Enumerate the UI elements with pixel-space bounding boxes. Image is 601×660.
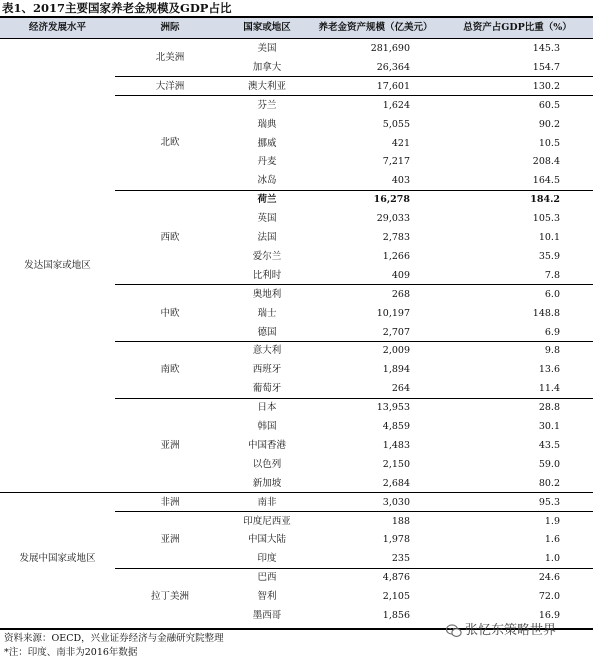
continent-cell: 拉丁美洲 — [150, 591, 189, 602]
pension-assets-cell: 1,978 — [382, 534, 410, 546]
gdp-ratio-cell: 13.6 — [538, 364, 560, 376]
pension-assets-cell: 17,601 — [376, 80, 410, 92]
pension-assets-cell: 188 — [391, 515, 410, 527]
country-cell: 中国香港 — [247, 439, 286, 451]
country-cell: 新加坡 — [252, 477, 282, 489]
gdp-ratio-cell: 59.0 — [538, 458, 560, 470]
country-cell: 澳大利亚 — [247, 80, 286, 92]
table-title: 表1、2017主要国家养老金规模及GDP占比 — [2, 1, 232, 15]
development-divider — [0, 492, 593, 493]
gdp-ratio-cell: 72.0 — [538, 591, 560, 603]
country-cell: 瑞典 — [257, 118, 277, 130]
country-cell: 瑞士 — [257, 307, 277, 319]
group-divider — [115, 398, 593, 399]
gdp-ratio-cell: 6.9 — [544, 326, 560, 338]
group-divider — [115, 341, 593, 342]
country-cell: 比利时 — [252, 269, 282, 281]
country-cell: 日本 — [257, 402, 277, 414]
watermark — [446, 621, 556, 641]
gdp-ratio-cell: 9.8 — [544, 345, 560, 357]
continent-cell: 中欧 — [160, 307, 180, 319]
pension-assets-cell: 403 — [391, 175, 410, 187]
country-cell: 美国 — [257, 43, 277, 54]
continent-cell: 亚洲 — [160, 439, 180, 451]
header-development-level: 经济发展水平 — [28, 22, 86, 33]
data-note: *注：印度、南非为2016年数据 — [4, 647, 138, 658]
table-header — [0, 18, 593, 39]
pension-assets-cell: 16,278 — [373, 194, 410, 206]
continent-cell: 西欧 — [160, 231, 180, 243]
pension-assets-cell: 268 — [391, 288, 410, 300]
pension-assets-cell: 5,055 — [382, 118, 410, 130]
group-divider — [115, 95, 593, 96]
pension-assets-cell: 2,105 — [382, 591, 410, 603]
country-cell: 印度尼西亚 — [243, 515, 291, 527]
pension-assets-cell: 4,859 — [382, 421, 410, 432]
group-divider — [115, 190, 593, 191]
continent-cell: 大洋洲 — [155, 80, 185, 92]
pension-assets-cell: 235 — [391, 553, 410, 565]
country-cell: 葡萄牙 — [252, 383, 282, 395]
group-divider — [115, 76, 593, 77]
gdp-ratio-cell: 43.5 — [538, 439, 560, 451]
gdp-ratio-cell: 7.8 — [544, 269, 560, 281]
continent-cell: 南欧 — [160, 364, 180, 376]
development-level-cell: 发展中国家或地区 — [19, 553, 96, 565]
gdp-ratio-cell: 145.3 — [532, 43, 560, 54]
country-cell: 智利 — [257, 591, 277, 603]
header-country: 国家或地区 — [243, 22, 291, 33]
header-continent: 洲际 — [160, 22, 180, 33]
gdp-ratio-cell: 208.4 — [532, 156, 560, 168]
pension-assets-cell: 2,684 — [382, 477, 410, 489]
gdp-ratio-cell: 6.0 — [544, 288, 560, 300]
country-cell: 德国 — [257, 326, 277, 338]
pension-assets-cell: 1,483 — [382, 439, 410, 451]
country-cell: 印度 — [257, 553, 277, 565]
pension-assets-cell: 7,217 — [382, 156, 410, 168]
country-cell: 西班牙 — [252, 364, 282, 376]
pension-assets-cell: 2,150 — [382, 458, 410, 470]
gdp-ratio-cell: 28.8 — [538, 402, 560, 414]
country-cell: 丹麦 — [257, 156, 277, 168]
gdp-ratio-cell: 11.4 — [538, 383, 560, 395]
source-note: 资料来源：OECD，兴业证券经济与金融研究院整理 — [4, 633, 224, 644]
gdp-ratio-cell: 90.2 — [538, 118, 560, 130]
header-pension-assets: 养老金资产规模（亿美元） — [318, 22, 433, 33]
gdp-ratio-cell: 24.6 — [538, 572, 560, 584]
country-cell: 以色列 — [252, 458, 282, 470]
pension-assets-cell: 421 — [391, 137, 410, 149]
gdp-ratio-cell: 164.5 — [532, 175, 560, 187]
group-divider — [115, 568, 593, 569]
pension-assets-cell: 2,707 — [382, 326, 410, 338]
header-gdp-ratio: 总资产占GDP比重（%） — [463, 22, 572, 33]
country-cell: 英国 — [257, 213, 277, 225]
pension-assets-cell: 2,009 — [382, 345, 410, 357]
continent-cell: 亚洲 — [160, 534, 180, 546]
gdp-ratio-cell: 10.5 — [538, 137, 560, 149]
wechat-icon — [446, 624, 462, 638]
pension-assets-cell: 409 — [391, 269, 410, 281]
pension-assets-cell: 2,783 — [382, 232, 410, 243]
country-cell: 冰岛 — [257, 175, 277, 187]
pension-assets-cell: 1,894 — [382, 364, 410, 376]
gdp-ratio-cell: 35.9 — [538, 250, 560, 262]
pension-assets-cell: 3,030 — [382, 496, 410, 508]
pension-assets-cell: 10,197 — [376, 307, 410, 319]
continent-cell: 非洲 — [160, 496, 180, 508]
gdp-ratio-cell: 30.1 — [538, 421, 560, 432]
pension-assets-cell: 13,953 — [376, 402, 410, 414]
gdp-ratio-cell: 105.3 — [532, 213, 560, 225]
gdp-ratio-cell: 1.9 — [544, 515, 560, 527]
pension-assets-cell: 1,856 — [382, 610, 410, 621]
gdp-ratio-cell: 16.9 — [538, 610, 560, 621]
country-cell: 法国 — [257, 232, 277, 243]
gdp-ratio-cell: 184.2 — [530, 194, 560, 206]
country-cell: 爱尔兰 — [252, 250, 282, 262]
country-cell: 加拿大 — [252, 61, 282, 73]
pension-assets-cell: 26,364 — [376, 61, 410, 73]
country-cell: 挪威 — [257, 137, 277, 149]
group-divider — [115, 284, 593, 285]
country-cell: 中国大陆 — [247, 534, 286, 546]
pension-assets-cell: 1,624 — [382, 99, 410, 111]
gdp-ratio-cell: 80.2 — [538, 477, 560, 489]
watermark-text: 张忆东策略世界 — [465, 623, 557, 638]
country-cell: 奥地利 — [252, 288, 282, 300]
country-cell: 荷兰 — [257, 194, 277, 206]
country-cell: 芬兰 — [257, 99, 277, 111]
gdp-ratio-cell: 95.3 — [538, 496, 560, 508]
pension-assets-cell: 1,266 — [382, 250, 410, 262]
pension-assets-cell: 4,876 — [382, 572, 410, 584]
gdp-ratio-cell: 60.5 — [538, 99, 560, 111]
pension-assets-cell: 281,690 — [370, 43, 410, 54]
country-cell: 南非 — [257, 496, 277, 508]
pension-assets-cell: 29,033 — [376, 213, 410, 225]
country-cell: 墨西哥 — [252, 610, 282, 621]
country-cell: 意大利 — [252, 345, 282, 357]
continent-cell: 北欧 — [160, 137, 180, 149]
gdp-ratio-cell: 154.7 — [532, 61, 560, 73]
gdp-ratio-cell: 1.0 — [544, 553, 560, 565]
continent-cell: 北美洲 — [155, 52, 185, 64]
gdp-ratio-cell: 10.1 — [538, 232, 560, 243]
gdp-ratio-cell: 148.8 — [532, 307, 560, 319]
gdp-ratio-cell: 1.6 — [544, 534, 560, 546]
country-cell: 韩国 — [257, 421, 277, 432]
group-divider — [115, 511, 593, 512]
gdp-ratio-cell: 130.2 — [532, 80, 560, 92]
pension-assets-cell: 264 — [391, 383, 410, 395]
country-cell: 巴西 — [257, 572, 277, 584]
development-level-cell: 发达国家或地区 — [24, 260, 91, 272]
